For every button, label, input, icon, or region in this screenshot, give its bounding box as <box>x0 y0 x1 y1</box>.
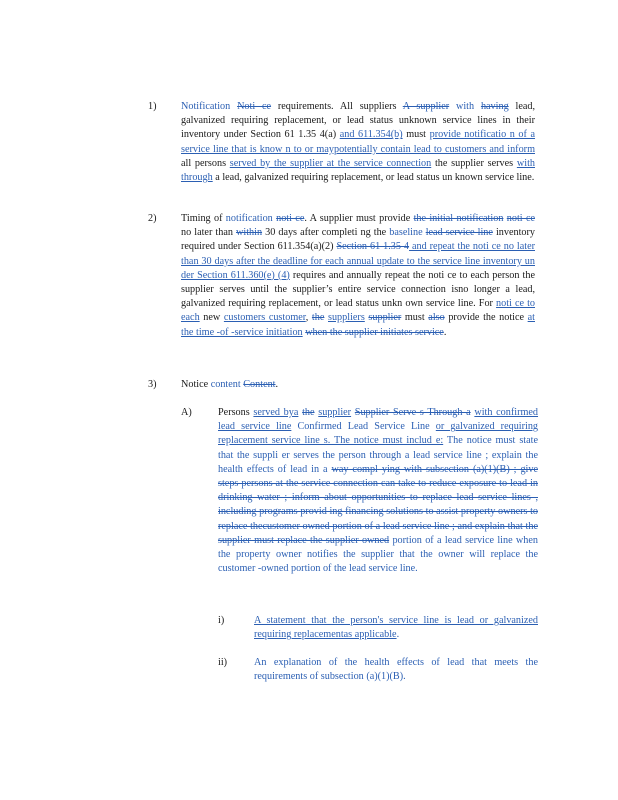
text-run: . A supplier must provide <box>304 213 414 224</box>
text-run: Persons <box>218 407 254 418</box>
text-run: . <box>275 379 279 390</box>
text-run: 30 days after completi ng the <box>262 227 390 239</box>
text-run: requirements. All suppliers <box>271 101 403 112</box>
section-2-timing-of-notification <box>181 212 535 340</box>
deleted-text: within <box>236 227 263 239</box>
deleted-text: Noti ce <box>237 101 272 112</box>
text-run: An explanation of the health effects of lead that meets the requirements of subsection (a)(1)(B) <box>254 657 538 683</box>
text-run: the supplier serves <box>431 157 517 169</box>
deleted-text: also <box>428 312 445 324</box>
deleted-text: noti ce <box>276 213 305 224</box>
inserted-text: served by the supplier at the service connection <box>229 157 432 169</box>
item-number-1: 1) <box>148 101 157 112</box>
text-run: with <box>449 101 481 112</box>
text-run: all persons <box>181 157 230 169</box>
text-run: provide the notice <box>444 312 528 324</box>
deleted-text: when the supplier initiates service <box>305 326 444 338</box>
text-run: a lead, galvanized requiring replacement, or lead status un known service line. <box>212 172 535 184</box>
deleted-text: noti ce <box>506 213 535 224</box>
text-run: no later than <box>181 227 236 239</box>
text-run: . <box>396 629 400 641</box>
section-3-notice-content <box>181 378 535 392</box>
text-run: , <box>305 312 312 324</box>
item-number-i: i) <box>218 615 225 626</box>
inserted-text: with through <box>181 157 535 184</box>
inserted-text: supplier <box>318 407 352 418</box>
inserted-text: and repeat the noti ce no later than 30 days after the deadline for each annual update to the service line inventory un der Section 611.360(e) (4) <box>181 241 535 281</box>
text-run: . <box>443 326 447 338</box>
inserted-text: customers customer <box>223 312 306 324</box>
item-number-3: 3) <box>148 379 157 390</box>
text-run: supplier’s entire service connection <box>292 284 446 296</box>
text-run: portion of a lead service line when the property owner notifies the supplier that the owner will replace the customer -owned portion of the lead service line. <box>218 534 538 575</box>
deleted-text: way compl ying with subsection (a)(1)(B) ; give steps persons at the service connection can take to reduce exposure to lead in drinking water ; inform about opportunities to replace lead service lines , including programs provid ing financing solutions to assist property owners to replace thecustomer owned portion of a lead service line ; and explain that the supplier must replace the supplier owned <box>218 463 538 546</box>
clause-i-statement <box>254 614 538 642</box>
text-run: new <box>199 312 224 324</box>
inserted-text: provide notificatio n of a service line that is know n to or maypotentially contain lead to customers and inform <box>181 129 536 155</box>
text-run: Notice <box>181 379 211 390</box>
deleted-text: A supplier <box>402 101 450 112</box>
subsection-A-persons-served <box>218 406 538 576</box>
deleted-text: Supplier Serve s Through a <box>354 407 471 418</box>
inserted-text: and 611.354(b) <box>339 129 403 141</box>
deleted-text: the <box>302 407 315 418</box>
inserted-text: served bya <box>253 407 299 418</box>
text-run: content <box>210 379 241 390</box>
text-run: lead, galvanized requiring replacement, or lead status unknown service lines in their inventory under Section 61 1.35 4(a) <box>181 101 536 141</box>
item-number-A: A) <box>181 407 192 418</box>
item-number-ii: ii) <box>218 657 228 668</box>
inserted-text: noti ce to each <box>181 298 535 324</box>
text-run: Confirmed Lead Service Line <box>297 421 430 433</box>
text-run: must <box>402 129 430 141</box>
deleted-text: lead service line <box>425 227 493 239</box>
text-run: baseline <box>389 227 423 239</box>
text-run: Timing of <box>181 213 226 224</box>
item-number-2: 2) <box>148 213 157 224</box>
deleted-text: the initial notification <box>413 213 504 224</box>
inserted-text: A statement that the person's service line is lead or galvanized requiring replacementas applicable <box>254 615 538 641</box>
inserted-text: suppliers <box>328 312 365 324</box>
text-run: Notification <box>181 101 231 112</box>
text-run: notification <box>225 213 273 224</box>
deleted-text: supplier <box>368 312 402 324</box>
inserted-text: or galvanized requiring replacement service line s. The notice must includ e: <box>218 421 539 447</box>
text-run: inventory required under Section 611.354(a)(2) <box>181 227 536 253</box>
inserted-text: at the time -of -service initiation <box>181 312 535 338</box>
text-run: requires and annually repeat the noti ce to each person the supplier serves until the <box>181 269 535 296</box>
text-run: . <box>403 671 406 683</box>
clause-ii-explanation <box>254 656 538 684</box>
section-1-notification-requirements <box>181 100 535 185</box>
deleted-text: the <box>311 312 325 324</box>
text-run: must <box>401 312 429 324</box>
deleted-text: having <box>480 101 509 112</box>
deleted-text: Section 61 1.35 4 <box>336 241 410 253</box>
text-run: isno longer a lead, galvanized requiring replacement, or lead status unkn own service line. For <box>181 284 536 310</box>
deleted-text: Content <box>243 379 276 390</box>
inserted-text: with confirmed lead service line <box>218 407 539 433</box>
text-run: The notice must state that the suppli er serves the person through a lead service line ; explain the health effects of lead in a <box>218 435 538 475</box>
